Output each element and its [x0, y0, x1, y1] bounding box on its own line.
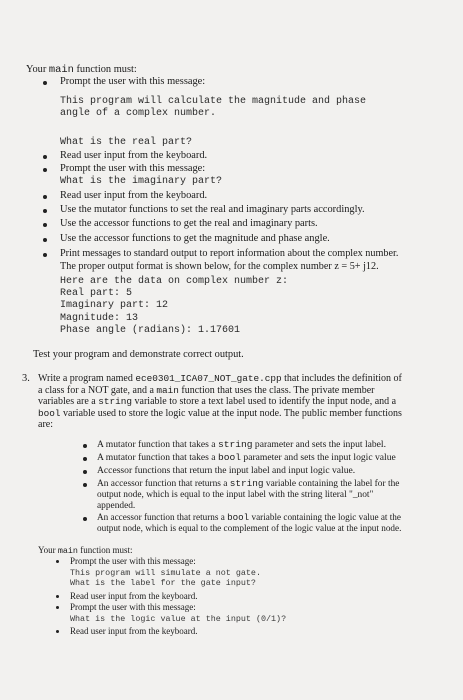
bullet-text: Read user input from the keyboard. [70, 591, 198, 601]
bullet-text: Read user input from the keyboard. [70, 626, 198, 636]
bullet [43, 238, 47, 242]
bullet-text: Use the mutator functions to set the real and imaginary parts accordingly. [60, 204, 365, 215]
function-item: A mutator function that takes a bool parameter and sets the input logic value [97, 452, 396, 463]
bullet [83, 517, 87, 521]
bullet [43, 155, 47, 159]
item-3-paragraph: Write a program named ece0301_ICA07_NOT_gate.cpp that includes the definition of a class for a NOT gate, and a main function that uses the class. The private member variables are a string variable to store a text label used to identify the input node, and a bool variable used to store the logic value at the input node. The public member functions are: [38, 373, 402, 431]
bullet-text: Prompt the user with this message: [60, 163, 206, 174]
bullet [56, 595, 59, 598]
bullet-text: Print messages to standard output to report information about the complex number. [60, 248, 399, 259]
code-message: What is the imaginary part? [60, 176, 223, 187]
function-item: Accessor functions that return the input label and input logic value. [97, 465, 356, 476]
bullet [83, 483, 87, 487]
bullet [43, 168, 47, 172]
bullet [56, 560, 59, 563]
main-function-heading-2: Your main function must: [38, 545, 133, 556]
bullet [83, 457, 87, 461]
function-item: An accessor function that returns a bool variable containing the logic value at the output node, which is equal to the complement of the logic value at the input node. [97, 512, 402, 533]
bullet-text-cont: The proper output format is shown below, for the complex number z = 5+ j12. [60, 261, 379, 272]
bullet [83, 470, 87, 474]
function-item: A mutator function that takes a string parameter and sets the input label. [97, 439, 386, 450]
bullet [43, 209, 47, 213]
bullet-text: Read user input from the keyboard. [60, 190, 208, 201]
bullet-text: Prompt the user with this message: [70, 602, 196, 612]
function-item: An accessor function that returns a string variable containing the label for the output node, which is equal to the input label with the string literal "_not" appended. [97, 478, 400, 511]
bullet [83, 444, 87, 448]
bullet-text: Use the accessor functions to get the magnitude and phase angle. [60, 233, 330, 244]
main-function-heading: Your main function must: [26, 64, 137, 76]
bullet-text: Prompt the user with this message: [60, 76, 206, 87]
bullet [43, 253, 47, 257]
sample-output: Here are the data on complex number z: Real part: 5 Imaginary part: 12 Magnitude: 13 Phase angle (radians): 1.17601 [60, 276, 289, 336]
code-message: This program will simulate a not gate. What is the label for the gate input? [70, 568, 261, 589]
bullet [43, 81, 47, 85]
bullet [56, 630, 59, 633]
bullet-text: Prompt the user with this message: [70, 556, 196, 566]
code-message: What is the logic value at the input (0/1)? [70, 614, 287, 624]
code-message: This program will calculate the magnitude and phase angle of a complex number. [60, 96, 367, 120]
bullet [43, 223, 47, 227]
bullet-text: Use the accessor functions to get the real and imaginary parts. [60, 218, 318, 229]
bullet [56, 606, 59, 609]
code-message: What is the real part? [60, 137, 193, 148]
item-number: 3. [22, 373, 30, 384]
test-instruction: Test your program and demonstrate correct output. [33, 349, 244, 360]
bullet [43, 195, 47, 199]
bullet-text: Read user input from the keyboard. [60, 150, 208, 161]
